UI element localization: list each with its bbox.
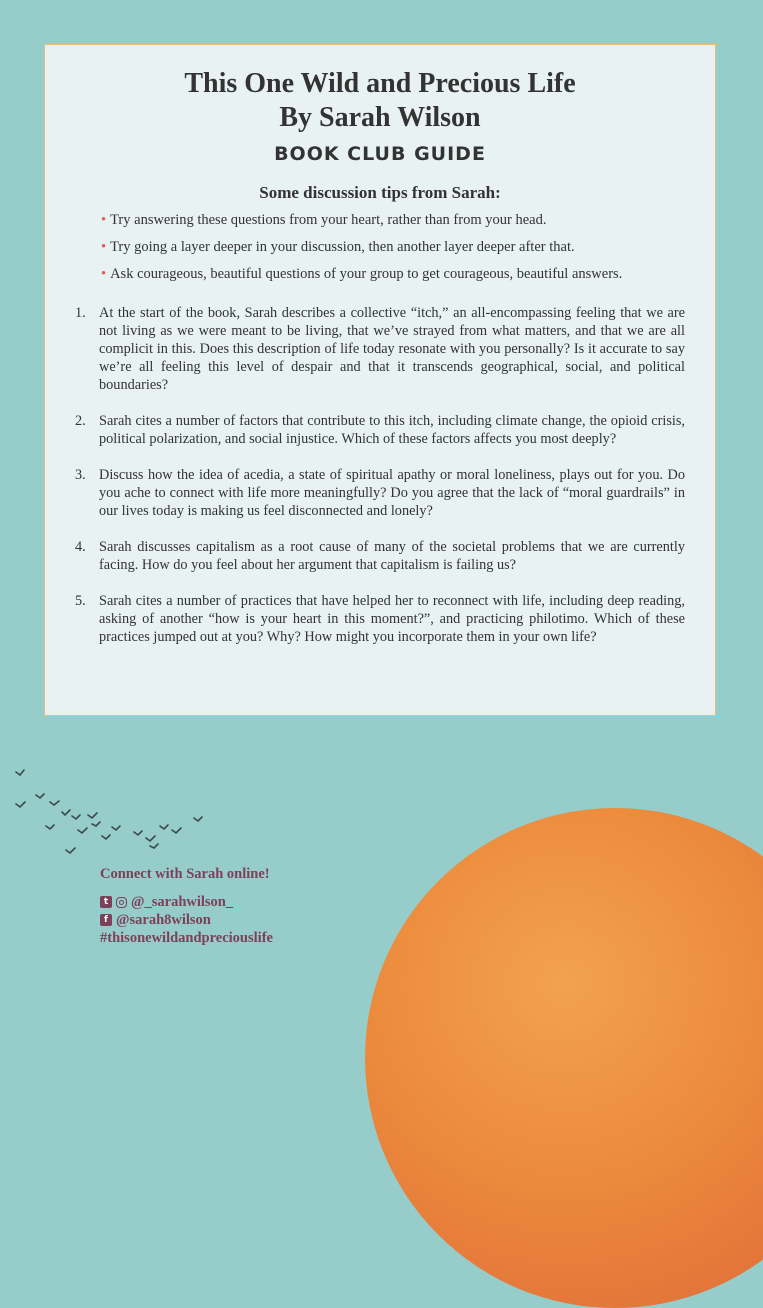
tip-text: Ask courageous, beautiful questions of your group to get courageous, beautiful answers. — [110, 266, 623, 282]
bullet-icon: • — [101, 212, 107, 228]
guide-card — [44, 44, 716, 716]
question-text: Sarah discusses capitalism as a root cause of many of the societal problems that we are currently facing. How do you feel about her argument that capitalism is failing us? — [99, 539, 685, 573]
facebook-row[interactable] — [100, 911, 273, 929]
bullet-icon: • — [101, 266, 107, 282]
tip-item — [101, 265, 715, 284]
tips-heading: Some discussion tips from Sarah: — [259, 183, 501, 202]
question-text: Discuss how the idea of acedia, a state of spiritual apathy or moral loneliness, plays out for you. Do you ache to connect with life more meaningfully? Do you agree that the lack of “moral guardrails” in our lives today is making us feel disconnected and lonely? — [99, 467, 685, 519]
tip-text: Try going a layer deeper in your discussion, then another layer deeper after that. — [110, 239, 575, 255]
bullet-icon: • — [101, 239, 107, 255]
birds-icon — [10, 760, 220, 860]
connect-section — [100, 866, 273, 947]
instagram-icon[interactable] — [116, 897, 127, 908]
tip-text: Try answering these questions from your heart, rather than from your head. — [110, 212, 547, 228]
question-text: Sarah cites a number of practices that have helped her to reconnect with life, including deep reading, asking of another “how is your heart in this moment?”, and practicing philotimo. Which of these practices jumped out at you? Why? How might you incorporate them in your own life? — [99, 593, 685, 645]
guide-subtitle: BOOK CLUB GUIDE — [274, 143, 486, 165]
twitter-instagram-handle[interactable]: @_sarahwilson_ — [131, 894, 234, 910]
questions-list — [45, 304, 715, 646]
question-text: At the start of the book, Sarah describes a collective “itch,” an all-encompassing feeling that we are not living as we were meant to be living, that we’ve strayed from what matters, and that we are all complicit in this. Does this description of life today resonate with you personally? Is it accurate to say we’re all feeling this level of despair and that it transcends geographical, social, and political boundaries? — [99, 305, 685, 393]
sun-illustration — [365, 808, 763, 1308]
question-text: Sarah cites a number of factors that contribute to this itch, including climate change, the opioid crisis, political polarization, and social injustice. Which of these factors affects you most deeply? — [99, 413, 685, 447]
guide-title: This One Wild and Precious Life — [184, 68, 576, 99]
question-item — [45, 412, 715, 448]
twitter-instagram-row[interactable] — [100, 893, 273, 911]
tip-item — [101, 238, 715, 257]
connect-title: Connect with Sarah online! — [100, 866, 270, 882]
twitter-icon[interactable]: t — [100, 896, 112, 908]
question-number: 1. — [75, 305, 86, 321]
tip-item — [101, 211, 715, 230]
hashtag: #thisonewildandpreciouslife — [100, 930, 273, 946]
question-item — [45, 466, 715, 520]
question-number: 4. — [75, 539, 86, 555]
facebook-icon[interactable]: f — [100, 914, 112, 926]
question-item — [45, 304, 715, 394]
question-number: 2. — [75, 413, 86, 429]
question-number: 3. — [75, 467, 86, 483]
facebook-handle[interactable]: @sarah8wilson — [116, 912, 211, 928]
question-item — [45, 592, 715, 646]
tips-list — [45, 211, 715, 284]
question-number: 5. — [75, 593, 86, 609]
guide-author: By Sarah Wilson — [279, 102, 481, 133]
hashtag-row — [100, 929, 273, 947]
question-item — [45, 538, 715, 574]
